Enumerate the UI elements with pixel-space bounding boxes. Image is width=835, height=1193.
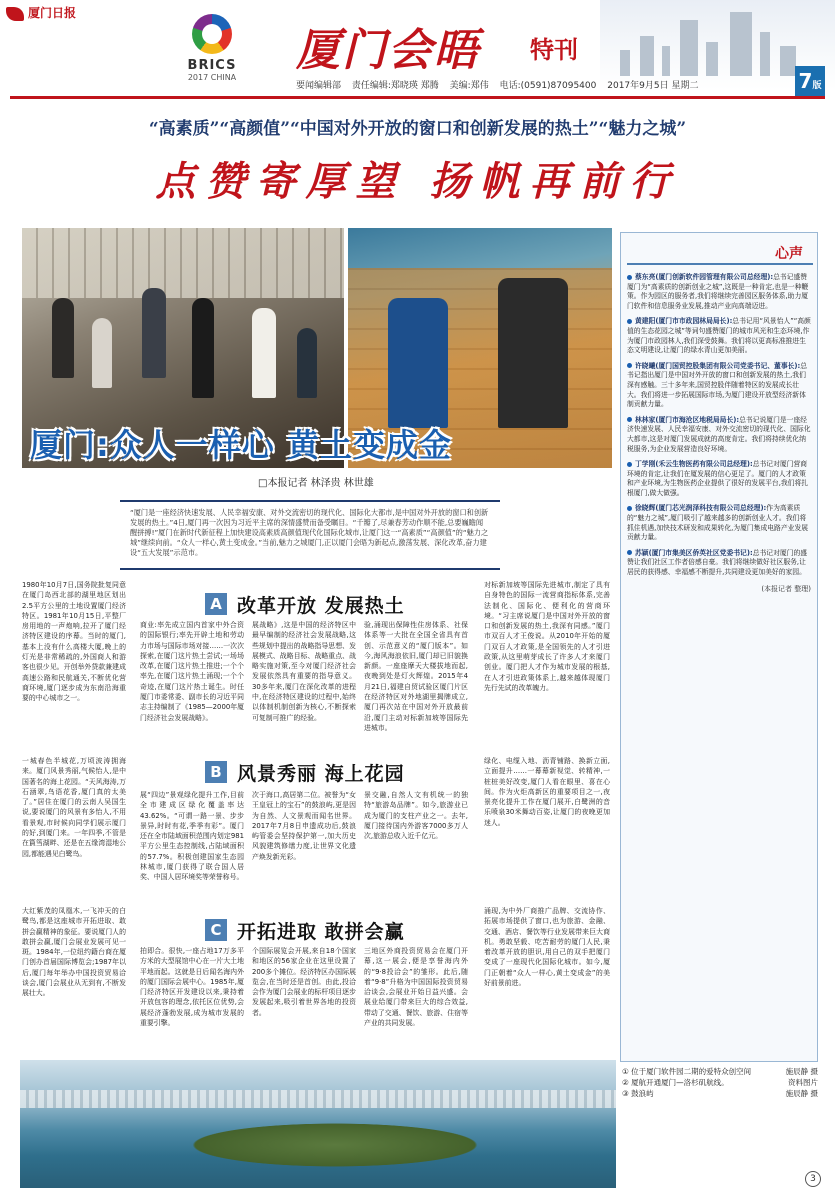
section-b-col-3: 次于海口,高居第二位。被誉为“女王皇冠上的宝石”的鼓浪屿,更是因为自然、人文景观而闻名世界。2017年7月8日申遗成功后,鼓浪屿管委会坚持保护第一,加大历史风貌建筑修缮力度,让世界文化遗产焕发新光彩。 (252, 791, 356, 861)
sidebar-item-text: 总书记对厦门的盛赞让我们社区工作者倍感自豪。我们将继续做好社区服务,让居民的获得感、幸福感不断提升,共同建设更加美好的家园。 (627, 548, 808, 577)
section-a-head (205, 590, 405, 618)
section-a-letter: A (205, 593, 227, 615)
edition-badge (795, 66, 825, 96)
credit-text: ② 厦航开通厦门—洛杉矶航线。 (622, 1078, 729, 1087)
logo-mark-icon (6, 7, 24, 21)
credit-row (622, 1066, 818, 1077)
credit-author: 施辰静 摄 (785, 1089, 818, 1098)
phone: 电话:(0591)87095400 (499, 81, 597, 91)
paper-logo (6, 4, 126, 26)
sidebar-item (627, 504, 811, 542)
section-c-col-2: 拍即合。很快,一座占地17万多平方米的大型展馆中心在一片大土地平地而起。这就是日后闻名海内外的厦门国际会展中心。1985年,厦门经济特区开发建设以来,秉持着开放包容的理念,依托区位优势,会展经济蓬勃发展,成为城市发展的重要引擎。 (140, 947, 244, 1028)
bullet-icon (627, 363, 632, 368)
sidebar-item (627, 460, 811, 498)
issue-date: 2017年9月5日 星期二 (607, 81, 699, 91)
sidebar-item-name: 徐晓辉(厦门芯光润泽科技有限公司总经理): (635, 504, 767, 513)
credit-row (622, 1077, 818, 1088)
editor-dept: 要闻编辑部 (296, 81, 342, 91)
brics-year: 2017 CHINA (187, 73, 237, 82)
section-b-col-5: 绿化、电缆入地、沥青铺路、换新立面,立面提升……一幕幕新视觉、转精神,一桩桩美好改变,厦门人看在眼里、喜在心间。作为火炬高新区的重要项目之一,夜景亮化提升工作在厦门展开,白鹭洲的音乐喷泉30米舞动百姿,让厦门的夜晚更加迷人。 (484, 757, 610, 827)
bullet-icon (627, 275, 632, 280)
section-b-letter: B (205, 761, 227, 783)
masthead-special: 特刊 (530, 36, 578, 64)
section-b-col-1: 一城春色半城花,万顷波涛拥海来。厦门风景秀丽,气候怡人,是中国著名的海上花园。“天风海涛,万石涵翠,鸟语花香,厦门真的太美了。”居住在厦门的云南人吴国生说,要说厦门的风景有多怡人,不用看景观,市时候向同学们展示厦门的好,到厦门来。一年四季,不管是在篔筜湖畔、还是在五缘湾湿地公园,都能遇见白鹭鸟。 (22, 757, 126, 858)
masthead-rule (10, 96, 825, 99)
section-c-col-3: 个国际展览会开展,来自18个国家和地区的56家企业在这里设置了200多个摊位。经济特区办国际展览会,在当时还是首创。由此,投洽会作为厦门会展业的标杆项目逐步发展起来,吸引着世界各地的投资者。 (252, 947, 356, 1017)
masthead-title: 厦门会晤 (296, 25, 480, 76)
sidebar-item-text: 总书记用“风景怡人”“高颜值的生态花园之城”等词句盛赞厦门的城市风光和生态环境,作为厦门市政园林人,我们深受鼓舞。我们将以更高标准推进生态文明建设,让厦门的绿水青山更加美丽。 (627, 317, 811, 355)
kicker-headline: “高素质”“高颜值”“中国对外开放的窗口和创新发展的热土”“魅力之城” (148, 119, 687, 139)
edition-unit: 版 (812, 81, 822, 91)
sidebar-item (627, 273, 811, 311)
sidebar-item-text: 总书记对厦门营商环境的肯定,让我们在厦发展的信心更足了。厦门的人才政策和产业环境,为生物医药企业提供了很好的发展平台,我们将扎根厦门,做大做强。 (627, 460, 809, 497)
bullet-icon (627, 319, 632, 324)
byline: □本报记者 林泽贵 林世雄 (258, 478, 374, 489)
section-c-col-5: 涌现,为中外厂商推广品牌、交流协作、拓展市场提供了窗口,也为旅游、金融、交通、酒店、餐饮等行业发展带来巨大商机。勇敢坚毅、吃苦耐劳的厦门人民,秉着改革开放的胆识,用自己的双手把厦门变成了一座现代化国际化城市。如今,厦门正朝着“众人一样心,黄土变成金”的美好前景前进。 (484, 907, 610, 988)
sidebar-item-name: 黄建阳(厦门市市政园林局局长): (635, 317, 733, 326)
sidebar-item-text: 总书记盛赞厦门为“高素质的创新创业之城”,这既是一种肯定,也是一种鞭策。作为园区的服务者,我们将继续完善园区服务体系,助力厦门软件和信息服务业发展,推动产业向高端迈进。 (627, 273, 809, 310)
credit-author: 施辰静 摄 (785, 1067, 818, 1076)
sidebar-item-name: 蔡东亮(厦门创新软件园管理有限公司总经理): (635, 273, 774, 281)
bullet-icon (627, 506, 632, 511)
section-a-col-4: 对标新加坡等国际先进城市,制定了具有自身特色的国际一流营商指标体系,完善法制化、国际化、便利化的营商环境。“习主席说厦门是中国对外开放的窗口和创新发展的热土,我深有同感。”厦门市双百人才王俊说。从2010年开始的厦门双百人才政策,是全国领先的人才引进政策,从这里萌芽成长了许多人才来厦门创业。厦门把人才作为城市发展的根基,在人才引进政策体系上,越来越体现厦门先行先试的改革魄力。 (484, 581, 610, 692)
sidebar-note: (本报记者 整理) (761, 584, 811, 593)
section-c-col-1: 大红紫茂的凤凰木,一飞冲天的白鹭鸟,都是这座城市开拓进取、敢拼会赢精神的象征。要说厦门人的敢拼会赢,厦门会展业发展可见一斑。1984年,一位纽约籍台商在厦门创办首届国际博览会;1987年以后,厦门每年举办中国投资贸易洽谈会,厦门会展业从无到有,不断发展壮大。 (22, 907, 126, 998)
voices-sidebar (620, 232, 818, 1062)
sidebar-header (627, 239, 811, 273)
section-a-title: 改革开放 发展热土 (237, 594, 405, 617)
main-headline: 点赞寄厚望 扬帆再前行 (155, 158, 680, 205)
credit-row (622, 1088, 818, 1099)
sidebar-item-text: 作为高素质的“魅力之城”,厦门吸引了越来越多的创新创业人才。我们将抓住机遇,加快技术研发和成果转化,为厦门集成电路产业发展贡献力量。 (627, 504, 809, 542)
photo-credits (622, 1066, 818, 1099)
sidebar-item-name: 许晓曦(厦门国贸控股集团有限公司党委书记、董事长): (635, 361, 801, 370)
masthead-info (296, 78, 816, 91)
brics-text: BRICS (187, 58, 237, 73)
paper-logo-text: 厦门日报 (28, 6, 77, 20)
section-a-col-1: 商业:率先成立国内首家中外合资的国际银行;率先开辟土地和劳动力市场与国际市场对接……一次次探索,在厦门这片热土尝试;一场场改革,在厦门这片热土推进;一个个率先,在厦门这片热土涌现;一个个奇迹,在厦门这片热土诞生。时任厦门市委常委、副市长的习近平同志主持编制了《1985—2000年厦门经济社会发展战略》。 (140, 621, 244, 722)
sidebar-item (627, 362, 811, 410)
sidebar-label: 心声 (775, 246, 803, 262)
credit-text: ③ 鼓浪屿 (622, 1089, 654, 1098)
masthead (0, 0, 835, 100)
sidebar-item-name: 林林家(厦门市海沧区地税局局长): (635, 415, 740, 424)
section-a-col-2: 展战略》,这是中国的经济特区中最早编制的经济社会发展战略,这些规划中提出的战略指导思想、发展模式、战略目标、战略重点、战略实施对策,至今对厦门经济社会发展依然具有重要的指导意义。30多年来,厦门在深化改革的进程中,在经济特区建设的过程中,始终以体制机制创新为核心,不断探索可复制可推广的经验。 (252, 621, 356, 722)
sidebar-item (627, 416, 811, 454)
section-c-letter: C (205, 919, 227, 941)
section-c-title: 开拓进取 敢拼会赢 (237, 920, 405, 943)
sidebar-item (627, 317, 811, 355)
section-b-col-2: 展“四边”景观绿化提升工作,目前全市建成区绿化覆盖率达43.62%。“可谓一路一景、步步景异,时时有花,季季有彩”。厦门还在全市陆域面积范围内划定981平方公里生态控制线,占陆域面积的57.7%。积极创建国家生态园林城市,厦门获得了联合国人居奖、中国人居环境奖等荣誉称号。 (140, 791, 244, 882)
sidebar-item-text: 总书记指出厦门是中国对外开放的窗口和创新发展的热土,我们深有感触。三十多年来,国贸控股伴随着特区的发展成长壮大。我们将进一步拓展国际市场,为厦门建设开放型经济新体制贡献力量。 (627, 361, 808, 409)
section-c-col-4: 三地区外商投资贸易会在厦门开幕,这一展会,便是享誉海内外的“9·8投洽会”的雏形。此后,随着“9·8”升格为中国国际投资贸易洽谈会,会展业开始日益兴盛。会展业给厦门带来巨大的综合效益,带动了交通、餐饮、旅游、住宿等产业的共同发展。 (364, 947, 468, 1028)
sidebar-item-name: 苏颖(厦门市集美区侨英社区党委书记): (635, 548, 753, 557)
sidebar-item-text: 总书记说厦门是一座经济快速发展、人民幸福安康、对外交流密切的现代化、国际化大都市,这是对厦门发展成就的高度肯定。我们将持续优化纳税服务,为企业发展营造良好环境。 (627, 415, 811, 453)
section-c-head (205, 916, 405, 944)
art-editor: 美编:郑伟 (449, 81, 489, 91)
section-b-title: 风景秀丽 海上花园 (237, 762, 405, 785)
bullet-icon (627, 417, 632, 422)
responsible-editor: 责任编辑:郑晓瑛 郑腾 (351, 81, 439, 91)
page-number: 3 (805, 1171, 821, 1187)
sidebar-item (627, 549, 811, 578)
photo-gulangyu (20, 1060, 616, 1188)
bullet-icon (627, 550, 632, 555)
edition-number: 7 (798, 69, 813, 93)
photo-caption-headline: 厦门:众人一样心 黄土变成金 (30, 426, 452, 464)
section-b-col-4: 景交融,自然人文有机统一的独特“旅游岛品牌”。如今,旅游业已成为厦门的支柱产业之一。去年,厦门接待国内外游客7000多万人次,旅游总收入近千亿元。 (364, 791, 468, 841)
brics-logo (180, 14, 244, 94)
credit-author: 资料图片 (788, 1078, 818, 1087)
section-b-head (205, 758, 405, 786)
bullet-icon (627, 462, 632, 467)
intro-box: “厦门是一座经济快速发展、人民幸福安康、对外交流密切的现代化、国际化大都市,是中国对外开放的窗口和创新发展的热土。”4日,厦门再一次因为习近平主席的深情盛赞而备受瞩目。“千瓣了,尽兼春芳动作顺不能,总要巍瞻闻醒拼搏!”厦门在新时代新征程上加快建设高素质高颜值现代化国际化城市,让厦门这一“高素质”“高颜值”的“魅力之城”继续向前。“众人一样心,黄土变成金。”当前,魅力之城厦门,正以厦门会晤为新起点,激荡发展、深化改革,奋力建设“五大发展”示范市。 (120, 500, 500, 570)
brics-ring-icon (192, 14, 232, 54)
section-a-col-3: 验,涌现出保障性住房体系、社保体系等一大批在全国全省具有首创、示范意义的“厦门版本”。如今,海风海浪依旧,厦门却已旧貌换新颜。一座座摩天大楼拔地而起,夜晚到处是灯火辉煌。2015年4月21日,福建自贸试验区厦门片区在经济特区对外地湖里揭牌成立,厦门再次站在中国对外开放最前沿,厦门主动对标新加坡等国际先进城市。 (364, 621, 468, 732)
sidebar-item-name: 丁学刚(禾云生物医药有限公司总经理): (635, 460, 753, 469)
credit-text: ① 位于厦门软件园二期的爱特众创空间 (622, 1067, 752, 1076)
section-a-lead: 1980年10月7日,国务院批复同意在厦门岛西北部的湖里地区划出2.5平方公里的土地设置厦门经济特区。1981年10月15日,平整厂房用地的一声炮响,拉开了厦门经济特区建设的序幕。当时的厦门,基本上没有什么高楼大厦,晚上的灯光是非常稀疏的,外国商人和游客也很少见。开创举外贷款兼建成高速公路和民航通关,不断优化营商环境,厦门逐步成为东南沿海重要的中心城市之一。 (22, 581, 126, 703)
